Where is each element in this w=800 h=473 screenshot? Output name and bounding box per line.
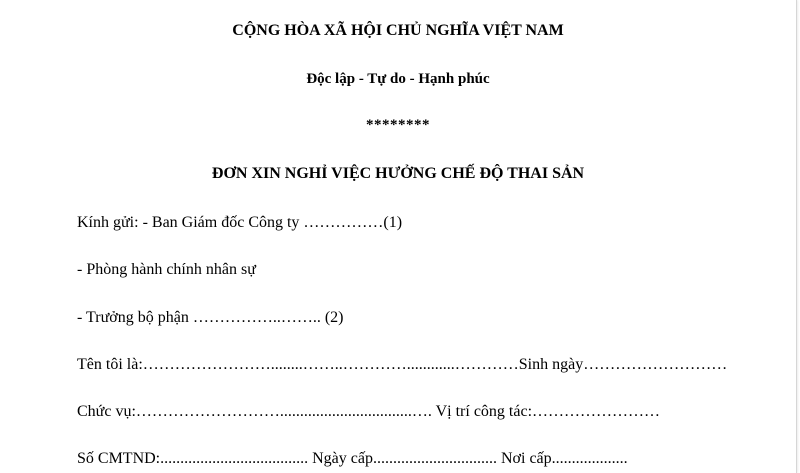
recipient-head: - Trưởng bộ phận ……………..…….. (2) bbox=[77, 309, 344, 326]
motto: Độc lập - Tự do - Hạnh phúc bbox=[306, 71, 490, 87]
recipient-hr: - Phòng hành chính nhân sự bbox=[77, 261, 256, 278]
id-line: Số CMTND:..................................... Ngày cấp............................... Nơi cấp................... bbox=[77, 450, 628, 467]
position-line: Chức vụ:……………………….................................…. Vị trí công tác:…………………… bbox=[77, 403, 661, 420]
name-line: Tên tôi là:……………………........……..…………............…………Sinh ngày……………………… bbox=[77, 356, 728, 373]
separator: ******** bbox=[366, 117, 430, 133]
document-title: ĐƠN XIN NGHỈ VIỆC HƯỞNG CHẾ ĐỘ THAI SẢN bbox=[211, 165, 585, 182]
addressee-line: Kính gửi: - Ban Giám đốc Công ty ……………(1) bbox=[77, 214, 403, 231]
national-title: CỘNG HÒA XÃ HỘI CHỦ NGHĨA VIỆT NAM bbox=[232, 22, 564, 39]
